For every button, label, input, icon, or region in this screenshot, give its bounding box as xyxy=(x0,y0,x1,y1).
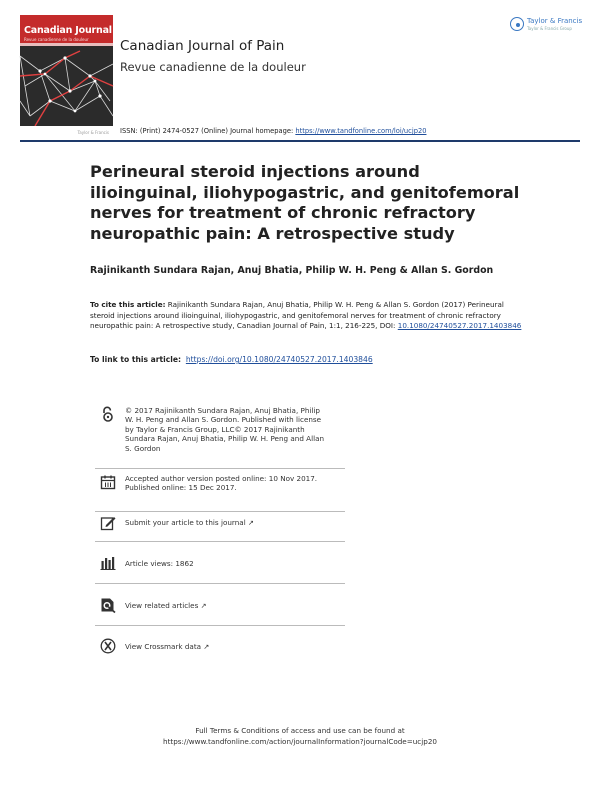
bar-chart-icon xyxy=(100,555,116,571)
submit-link[interactable]: Submit your article to this journal xyxy=(125,518,246,527)
cite-label: To cite this article: xyxy=(90,300,166,309)
footer-terms-link[interactable]: https://www.tandfonline.com/action/journalInformation?journalCode=ucjp20 xyxy=(163,736,437,746)
citation-block xyxy=(90,300,530,332)
cite-text: Rajinikanth Sundara Rajan, Anuj Bhatia, Philip W. H. Peng & Allan S. Gordon (2017) Perineural steroid injections around ilioinguinal, iliohypogastric, and genitofemoral nerves for treatment of chronic refractory neuropathic pain: A retrospective study, Canadian Journal of Pain, 1:1, 216-225, DOI: xyxy=(90,300,504,331)
issn-text: ISSN: (Print) 2474-0527 (Online) Journal homepage: xyxy=(120,127,296,135)
submit-text[interactable] xyxy=(125,518,325,528)
publisher-logo xyxy=(510,17,585,35)
footer-terms-text: Full Terms & Conditions of access and use can be found at xyxy=(195,726,405,735)
info-divider xyxy=(95,583,345,584)
info-divider xyxy=(95,511,345,512)
article-link-line xyxy=(90,355,373,364)
external-link-icon: ↗ xyxy=(203,643,210,651)
cover-publisher-mark: Taylor & Francis xyxy=(77,130,109,135)
submit-row[interactable] xyxy=(95,515,355,537)
info-divider xyxy=(95,468,345,469)
published-date: Published online: 15 Dec 2017. xyxy=(125,483,237,493)
cover-footer-band xyxy=(20,126,113,136)
external-link-icon: ↗ xyxy=(200,602,207,610)
related-articles-link[interactable]: View related articles xyxy=(125,601,199,610)
crossmark-link[interactable]: View Crossmark data xyxy=(125,642,202,651)
calendar-icon xyxy=(100,474,116,490)
cover-subtitle: Revue canadienne de la douleur xyxy=(24,37,89,42)
journal-cover-thumbnail xyxy=(20,15,151,136)
article-doi-url[interactable]: https://doi.org/10.1080/24740527.2017.1403846 xyxy=(185,355,373,364)
publisher-name: Taylor & Francis xyxy=(527,17,583,25)
info-divider xyxy=(95,541,345,542)
dates-row xyxy=(95,474,355,510)
article-title: Perineural steroid injections around ilioinguinal, iliohypogastric, and genitofemoral nerves for treatment of chronic refractory neuropathic pain: A retrospective study xyxy=(90,162,520,243)
license-text: © 2017 Rajinikanth Sundara Rajan, Anuj Bhatia, Philip W. H. Peng and Allan S. Gordon. Published with license by Taylor & Francis Group, LLC© 2017 Rajinikanth Sundara Rajan, Anuj Bhatia, Philip W. H. Peng and Allan S. Gordon xyxy=(125,406,325,453)
issn-line xyxy=(120,127,426,135)
info-divider xyxy=(95,625,345,626)
accepted-date: Accepted author version posted online: 10 Nov 2017. xyxy=(125,474,318,483)
views-row xyxy=(95,555,355,575)
external-link-icon: ↗ xyxy=(248,519,254,527)
publisher-logo-icon xyxy=(510,17,524,31)
crossmark-text[interactable] xyxy=(125,642,325,652)
edit-icon xyxy=(100,515,116,531)
doi-link[interactable]: 10.1080/24740527.2017.1403846 xyxy=(397,321,522,331)
page-footer xyxy=(0,726,600,747)
related-text[interactable] xyxy=(125,601,325,611)
open-access-icon xyxy=(100,406,116,422)
cover-network-graphic xyxy=(20,46,113,126)
article-views: Article views: 1862 xyxy=(125,559,194,568)
crossmark-row[interactable] xyxy=(95,638,355,658)
dates-text xyxy=(125,474,325,493)
article-authors: Rajinikanth Sundara Rajan, Anuj Bhatia, Philip W. H. Peng & Allan S. Gordon xyxy=(90,265,494,276)
related-row[interactable] xyxy=(95,597,355,617)
link-label: To link to this article: xyxy=(90,355,182,364)
journal-homepage-link[interactable]: https://www.tandfonline.com/loi/ucjp20 xyxy=(295,127,427,135)
header-divider xyxy=(20,140,580,142)
license-row xyxy=(95,406,355,466)
journal-title: Canadian Journal of Pain xyxy=(120,38,285,54)
publisher-tagline: Taylor & Francis Group xyxy=(527,26,572,31)
cover-title: Canadian Journal of Pain xyxy=(24,25,151,36)
journal-subtitle: Revue canadienne de la douleur xyxy=(120,60,306,74)
related-articles-icon xyxy=(100,597,116,613)
crossmark-icon xyxy=(100,638,116,654)
